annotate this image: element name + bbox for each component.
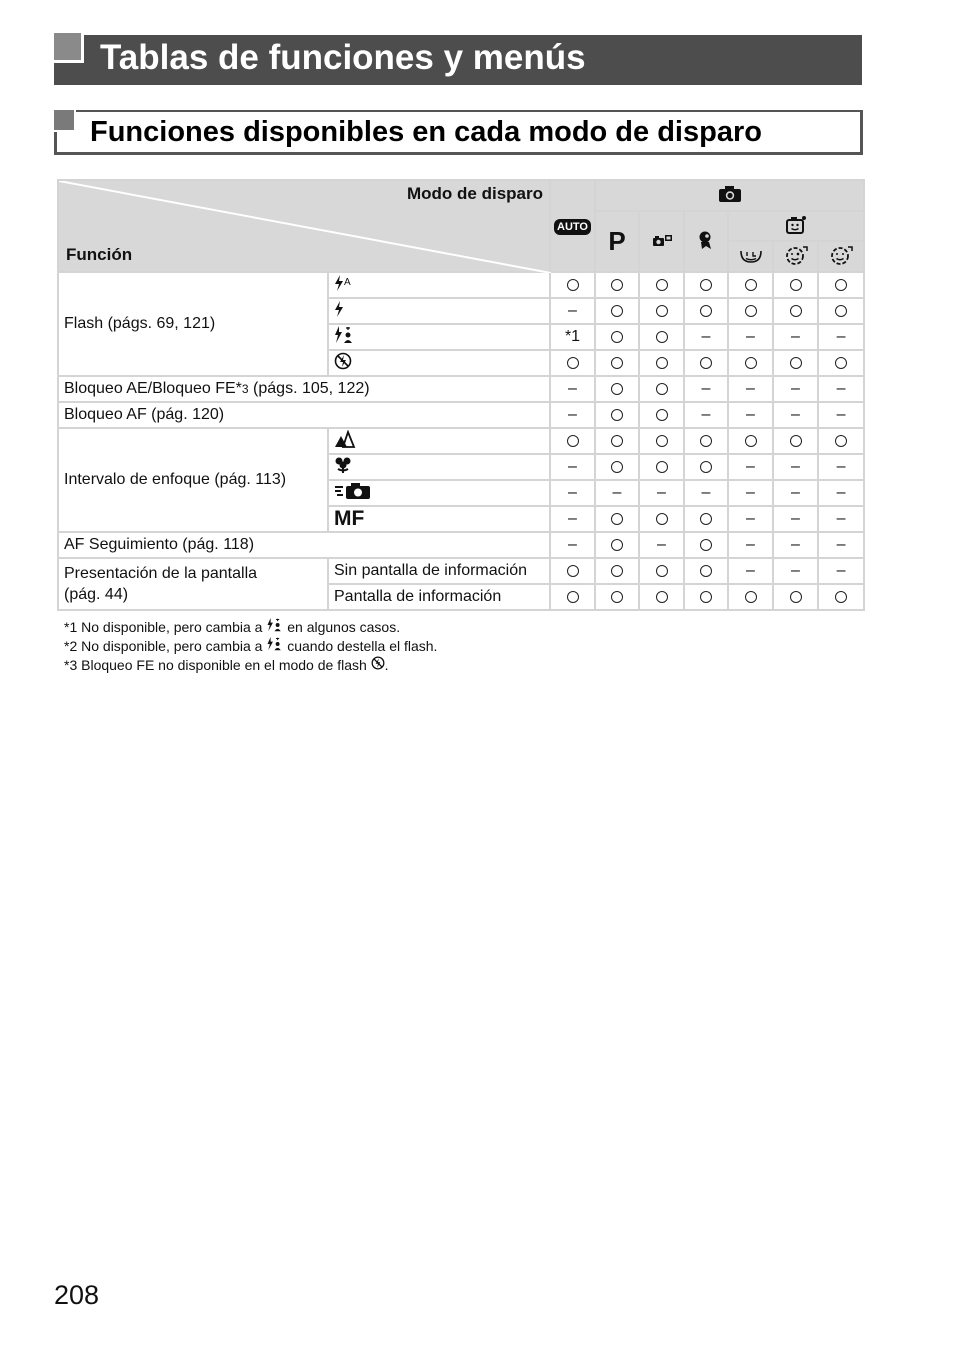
available-mark <box>745 305 757 317</box>
mark-cell: – <box>818 480 864 506</box>
mark-cell <box>639 428 684 454</box>
mark-cell <box>684 428 728 454</box>
flash-on-icon <box>334 301 344 317</box>
available-mark <box>567 591 579 603</box>
available-mark <box>790 357 802 369</box>
display-label <box>58 558 328 610</box>
display-label-line2: (pág. 44) <box>64 586 129 603</box>
available-mark <box>611 331 623 343</box>
mark-cell <box>595 558 639 584</box>
mark-cell: – <box>550 506 595 532</box>
mark-cell <box>595 402 639 428</box>
table-corner-header <box>58 180 550 272</box>
mf-cell <box>328 506 550 532</box>
available-mark <box>567 565 579 577</box>
mark-cell: – <box>818 324 864 350</box>
mark-cell: – <box>550 376 595 402</box>
mark-cell <box>684 272 728 298</box>
table-row <box>58 532 864 558</box>
mark-cell: – <box>728 532 773 558</box>
footnote-1-text: *1 No disponible, pero cambia a <box>64 619 267 635</box>
mark-cell <box>818 350 864 376</box>
mark-cell: – <box>773 480 818 506</box>
mark-cell <box>595 272 639 298</box>
title-decoration <box>54 33 84 63</box>
available-mark <box>790 591 802 603</box>
available-mark <box>611 565 623 577</box>
mark-cell <box>728 350 773 376</box>
table-row <box>58 558 864 584</box>
mark-cell: – <box>728 402 773 428</box>
table-row <box>58 402 864 428</box>
available-mark <box>745 435 757 447</box>
available-mark <box>700 305 712 317</box>
available-mark <box>611 513 623 525</box>
mark-cell <box>550 272 595 298</box>
mark-cell: – <box>818 532 864 558</box>
mark-cell <box>595 506 639 532</box>
mark-cell <box>639 558 684 584</box>
footnote-3-end: . <box>384 657 389 673</box>
mark-cell: – <box>773 324 818 350</box>
smile-icon <box>738 245 764 265</box>
table-row <box>58 376 864 402</box>
available-mark <box>656 435 668 447</box>
available-mark <box>745 279 757 291</box>
mark-cell <box>550 584 595 610</box>
mark-cell: – <box>818 558 864 584</box>
available-mark <box>656 279 668 291</box>
mark-cell <box>550 558 595 584</box>
mark-cell: – <box>728 454 773 480</box>
flash-auto-letter: A <box>344 277 351 288</box>
header-auto <box>550 180 595 272</box>
mark-cell <box>595 298 639 324</box>
mark-cell <box>639 506 684 532</box>
mark-cell: – <box>728 480 773 506</box>
mark-cell: – <box>818 454 864 480</box>
available-mark <box>656 591 668 603</box>
mark-cell: – <box>773 454 818 480</box>
available-mark <box>656 357 668 369</box>
mark-cell <box>595 350 639 376</box>
mark-cell: *1 <box>550 324 595 350</box>
mark-cell: – <box>550 532 595 558</box>
mark-cell <box>550 350 595 376</box>
mark-cell <box>595 584 639 610</box>
footnote-2-end: cuando destella el flash. <box>283 638 438 654</box>
mark-cell <box>595 376 639 402</box>
mark-cell <box>684 350 728 376</box>
footnote-2 <box>64 637 437 656</box>
available-mark <box>656 409 668 421</box>
mark-cell <box>818 428 864 454</box>
available-mark <box>567 435 579 447</box>
mark-cell: – <box>684 402 728 428</box>
header-camera-scene <box>639 211 684 272</box>
mark-cell: – <box>639 532 684 558</box>
p-mode-icon: P <box>608 226 626 256</box>
available-mark <box>835 279 847 291</box>
mark-cell: – <box>595 480 639 506</box>
wink-self-timer-icon <box>783 244 809 266</box>
available-mark <box>611 461 623 473</box>
mark-cell <box>595 454 639 480</box>
macro-icon <box>334 456 352 474</box>
available-mark <box>611 435 623 447</box>
focus-range-label: Intervalo de enfoque (pág. 113) <box>58 428 328 532</box>
available-mark <box>567 357 579 369</box>
mark-cell: – <box>639 480 684 506</box>
mark-cell <box>773 584 818 610</box>
flash-auto-cell <box>328 272 550 298</box>
shooting-mode-label: Modo de disparo <box>407 184 543 203</box>
page-number: 208 <box>54 1280 100 1310</box>
ae-lock-text: Bloqueo AE/Bloqueo FE* <box>64 380 242 397</box>
available-mark <box>790 305 802 317</box>
mark-cell: – <box>818 376 864 402</box>
mark-cell: – <box>728 324 773 350</box>
mark-cell: – <box>728 558 773 584</box>
mark-cell <box>684 506 728 532</box>
mark-cell: – <box>550 298 595 324</box>
face-self-timer-icon <box>785 215 807 235</box>
available-mark <box>700 539 712 551</box>
ae-lock-note-ref: 3 <box>241 382 249 396</box>
available-mark <box>656 331 668 343</box>
available-mark <box>611 357 623 369</box>
available-mark <box>656 383 668 395</box>
slow-synchro-icon <box>266 618 283 632</box>
display-off-label: Sin pantalla de información <box>328 558 550 584</box>
mark-cell <box>595 532 639 558</box>
footnote-1-end: en algunos casos. <box>283 619 401 635</box>
available-mark <box>656 513 668 525</box>
available-mark <box>745 591 757 603</box>
section-title: Funciones disponibles en cada modo de disparo <box>90 116 762 148</box>
mark-cell <box>684 532 728 558</box>
mark-cell <box>639 402 684 428</box>
page-title: Tablas de funciones y menús <box>100 38 586 77</box>
mark-cell: – <box>773 506 818 532</box>
footnote-3-text: *3 Bloqueo FE no disponible en el modo de flash <box>64 657 371 673</box>
header-p <box>595 211 639 272</box>
header-smile <box>728 241 773 272</box>
available-mark <box>790 435 802 447</box>
mark-cell: – <box>550 454 595 480</box>
af-tracking-label: AF Seguimiento (pág. 118) <box>58 532 550 558</box>
mark-cell <box>818 272 864 298</box>
header-camera-group <box>595 180 864 211</box>
available-mark <box>700 279 712 291</box>
mark-cell <box>728 272 773 298</box>
mark-cell <box>773 272 818 298</box>
mark-cell <box>684 558 728 584</box>
mark-cell: – <box>684 376 728 402</box>
slow-sync-cell <box>328 324 550 350</box>
available-mark <box>656 461 668 473</box>
flash-label: Flash (págs. 69, 121) <box>58 272 328 376</box>
mark-cell <box>728 584 773 610</box>
available-mark <box>835 591 847 603</box>
ae-lock-pages: (págs. 105, 122) <box>248 380 370 397</box>
camera-scene-icon <box>651 232 673 248</box>
mark-cell: – <box>773 402 818 428</box>
available-mark <box>611 409 623 421</box>
header-portrait <box>684 211 728 272</box>
af-lock-label: Bloqueo AF (pág. 120) <box>58 402 550 428</box>
mark-cell: – <box>728 376 773 402</box>
manual-focus-icon: MF <box>334 507 365 530</box>
footnote-3 <box>64 656 437 675</box>
available-mark <box>567 279 579 291</box>
normal-focus-cell <box>328 428 550 454</box>
mark-cell <box>773 350 818 376</box>
mark-cell: – <box>818 506 864 532</box>
available-mark <box>700 591 712 603</box>
auto-mode-icon: AUTO <box>554 219 591 235</box>
available-mark <box>611 383 623 395</box>
table-row <box>58 428 864 454</box>
mark-cell: – <box>684 480 728 506</box>
mark-cell: – <box>684 324 728 350</box>
infinity-cell <box>328 480 550 506</box>
mark-cell <box>773 428 818 454</box>
mark-cell: – <box>773 532 818 558</box>
footnote-2-text: *2 No disponible, pero cambia a <box>64 638 267 654</box>
flash-auto-icon <box>334 275 344 291</box>
mark-cell <box>684 584 728 610</box>
mark-cell <box>639 324 684 350</box>
mark-cell <box>639 454 684 480</box>
available-mark <box>835 357 847 369</box>
mark-cell <box>639 584 684 610</box>
ae-lock-label <box>58 376 550 402</box>
mark-cell: – <box>550 402 595 428</box>
infinity-focus-icon <box>334 482 372 500</box>
section-decoration <box>54 110 76 132</box>
display-on-label: Pantalla de información <box>328 584 550 610</box>
header-face-self-timer <box>728 211 864 241</box>
face-self-timer-sub-icon <box>828 244 854 266</box>
mark-cell: – <box>550 480 595 506</box>
mark-cell <box>773 298 818 324</box>
available-mark <box>611 279 623 291</box>
footnotes <box>64 618 437 675</box>
mark-cell <box>595 324 639 350</box>
display-label-line1: Presentación de la pantalla <box>64 565 258 582</box>
header-face-timer <box>818 241 864 272</box>
mark-cell: – <box>728 506 773 532</box>
slow-synchro-icon <box>334 326 354 344</box>
function-table <box>57 179 865 611</box>
available-mark <box>611 539 623 551</box>
normal-focus-icon <box>334 430 356 448</box>
mark-cell <box>684 454 728 480</box>
available-mark <box>611 305 623 317</box>
mark-cell: – <box>818 402 864 428</box>
footnote-1 <box>64 618 437 637</box>
available-mark <box>611 591 623 603</box>
mark-cell <box>818 298 864 324</box>
available-mark <box>700 357 712 369</box>
available-mark <box>835 305 847 317</box>
table-row <box>58 272 864 298</box>
function-label: Función <box>66 245 133 264</box>
mark-cell <box>639 376 684 402</box>
flash-off-icon <box>334 352 352 370</box>
available-mark <box>656 305 668 317</box>
available-mark <box>790 279 802 291</box>
header-wink <box>773 241 818 272</box>
available-mark <box>700 435 712 447</box>
available-mark <box>835 435 847 447</box>
mark-cell: – <box>773 376 818 402</box>
mark-cell <box>639 298 684 324</box>
mark-cell <box>639 272 684 298</box>
portrait-icon <box>697 230 715 250</box>
macro-cell <box>328 454 550 480</box>
flash-on-cell <box>328 298 550 324</box>
slow-synchro-icon <box>266 637 283 651</box>
available-mark <box>700 461 712 473</box>
mark-cell: – <box>773 558 818 584</box>
mark-cell <box>595 428 639 454</box>
available-mark <box>700 565 712 577</box>
available-mark <box>700 513 712 525</box>
available-mark <box>745 357 757 369</box>
flash-off-cell <box>328 350 550 376</box>
mark-cell <box>684 298 728 324</box>
mark-cell <box>639 350 684 376</box>
camera-icon <box>718 185 742 203</box>
available-mark <box>656 565 668 577</box>
mark-cell <box>818 584 864 610</box>
flash-off-icon <box>371 656 385 670</box>
mark-cell <box>550 428 595 454</box>
mark-cell <box>728 428 773 454</box>
mark-cell <box>728 298 773 324</box>
